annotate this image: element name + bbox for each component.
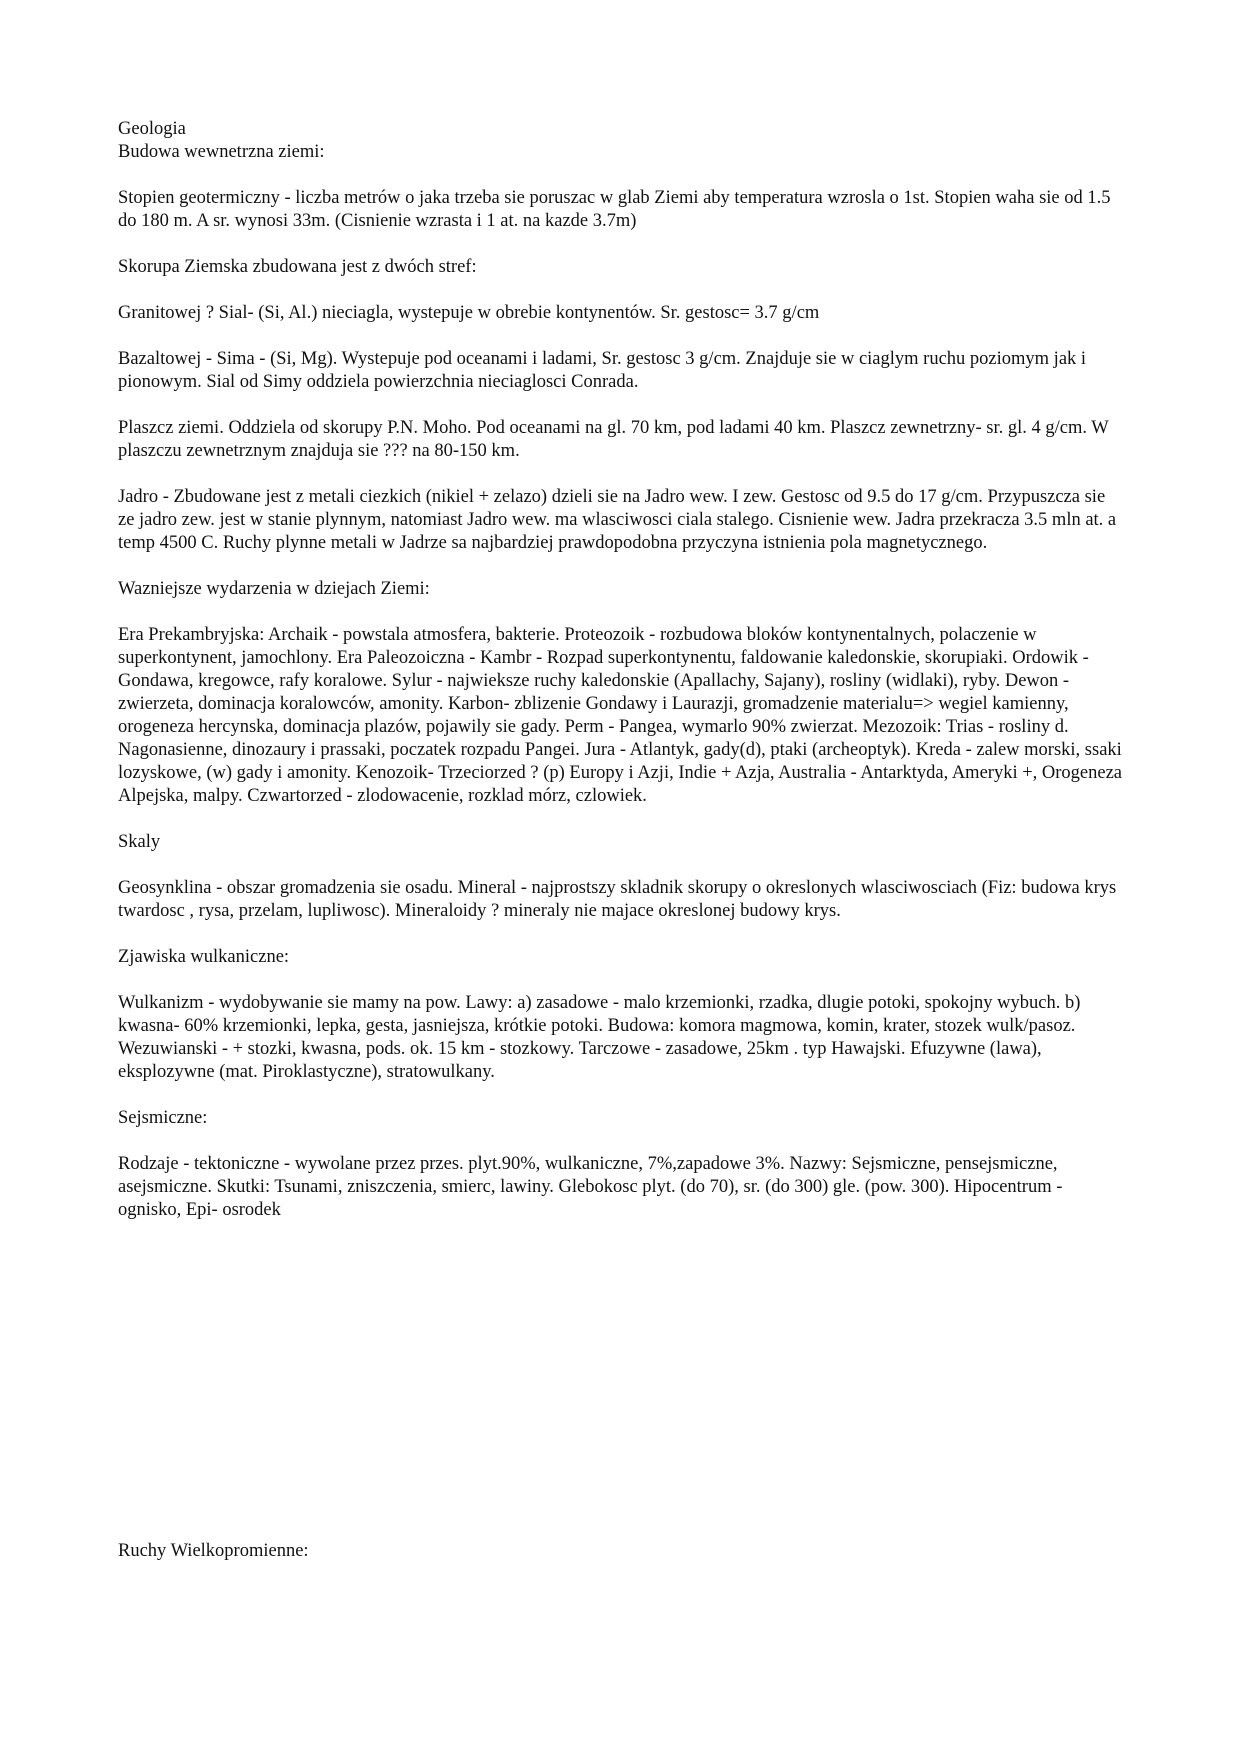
paragraph-geologic-eras: Era Prekambryjska: Archaik - powstala atmosfera, bakterie. Proteozoik - rozbudowa bloków kontynentalnych, polaczenie w superkontynent, jamochlony. Era Paleozoiczna - Kambr - Rozpad superkontynentu, faldowanie kaledonskie, skorupiaki. Ordowik - Gondawa, kregowce, rafy koralowe. Sylur - najwieksze ruchy kaledonskie (Apallachy, Sajany), rosliny (widlaki), ryby. Dewon - zwierzeta, dominacja koralowców, amonity. Karbon- zblizenie Gondawy i Laurazji, gromadzenie materialu=> wegiel kamienny, orogeneza hercynska, dominacja plazów, pojawily sie gady. Perm - Pangea, wymarlo 90% zwierzat. Mezozoik: Trias - rosliny d. Nagonasienne, dinozaury i prassaki, poczatek rozpadu Pangei. Jura - Atlantyk, gady(d), ptaki (archeoptyk). Kreda - zalew morski, ssaki lozyskowe, (w) gady i amonity. Kenozoik- Trzeciorzed ? (p) Europy i Azji, Indie + Azja, Australia - Antarktyda, Ameryki +, Orogeneza Alpejska, malpy. Czwartorzed - zlodowacenie, rozklad mórz, czlowiek. xyxy=(118,625,1123,806)
paragraph-geothermal-degree: Stopien geotermiczny - liczba metrów o jaka trzeba sie poruszac w glab Ziemi aby temperatura wzrosla o 1st. Stopien waha sie od 1.5 do 180 m. A sr. wynosi 33m. (Cisnienie wzrasta i 1 at. na kazde 3.7m) xyxy=(118,188,1111,231)
paragraph-seismic-heading: Sejsmiczne: xyxy=(118,1108,208,1128)
paragraph-volcanism: Wulkanizm - wydobywanie sie mamy na pow. Lawy: a) zasadowe - malo krzemionki, rzadka, dlugie potoki, spokojny wybuch. b) kwasna- 60% krzemionki, lepka, gesta, jasniejsza, krótkie potoki. Budowa: komora magmowa, komin, krater, stozek wulk/pasoz. Wezuwianski - + stozki, kwasna, pods. ok. 15 km - stozkowy. Tarczowe - zasadowe, 25km . typ Hawajski. Efuzywne (lawa), eksplozywne (mat. Piroklastyczne), stratowulkany. xyxy=(118,993,1081,1082)
document-page xyxy=(118,118,1124,1563)
paragraph-volcanic-heading: Zjawiska wulkaniczne: xyxy=(118,947,290,967)
paragraph-crust-zones: Skorupa Ziemska zbudowana jest z dwóch stref: xyxy=(118,257,477,277)
paragraph-core: Jadro - Zbudowane jest z metali ciezkich (nikiel + zelazo) dzieli sie na Jadro wew. I zew. Gestosc od 9.5 do 17 g/cm. Przypuszcza sie ze jadro zew. jest w stanie plynnym, natomiast Jadro wew. ma wlasciwosci ciala stalego. Cisnienie wew. Jadra przekracza 3.5 mln at. a temp 4500 C. Ruchy plynne metali w Jadrze sa najbardziej prawdopodobna przyczyna istnienia pola magnetycznego. xyxy=(118,487,1117,553)
paragraph-history-heading: Wazniejsze wydarzenia w dziejach Ziemi: xyxy=(118,579,430,599)
paragraph-granite-layer: Granitowej ? Sial- (Si, Al.) nieciagla, wystepuje w obrebie kontynentów. Sr. gestosc= 3.7 g/cm xyxy=(118,303,820,323)
paragraph-earthquakes: Rodzaje - tektoniczne - wywolane przez przes. plyt.90%, wulkaniczne, 7%,zapadowe 3%. Nazwy: Sejsmiczne, pensejsmiczne, asejsmiczne. Skutki: Tsunami, zniszczenia, smierc, lawiny. Glebokosc plyt. (do 70), sr. (do 300) gle. (pow. 300). Hipocentrum - ognisko, Epi- osrodek xyxy=(118,1154,1063,1220)
paragraph-basalt-layer: Bazaltowej - Sima - (Si, Mg). Wystepuje pod oceanami i ladami, Sr. gestosc 3 g/cm. Znajduje sie w ciaglym ruchu poziomym jak i pionowym. Sial od Simy oddziela powierzchnia nieciaglosci Conrada. xyxy=(118,349,1087,392)
document-title: Geologia xyxy=(118,119,186,139)
document-subtitle: Budowa wewnetrzna ziemi: xyxy=(118,142,325,162)
paragraph-minerals: Geosynklina - obszar gromadzenia sie osadu. Mineral - najprostszy skladnik skorupy o okreslonych wlasciwosciach (Fiz: budowa krys twardosc , rysa, przelam, lupliwosc). Mineraloidy ? mineraly nie majace okreslonej budowy krys. xyxy=(118,878,1117,921)
paragraph-mantle: Plaszcz ziemi. Oddziela od skorupy P.N. Moho. Pod oceanami na gl. 70 km, pod ladami 40 km. Plaszcz zewnetrzny- sr. gl. 4 g/cm. W plaszczu zewnetrznym znajduja sie ??? na 80-150 km. xyxy=(118,418,1109,461)
paragraph-rocks-heading: Skaly xyxy=(118,832,161,852)
page-blank-space xyxy=(118,1222,1124,1540)
final-heading: Ruchy Wielkopromienne: xyxy=(118,1541,309,1561)
